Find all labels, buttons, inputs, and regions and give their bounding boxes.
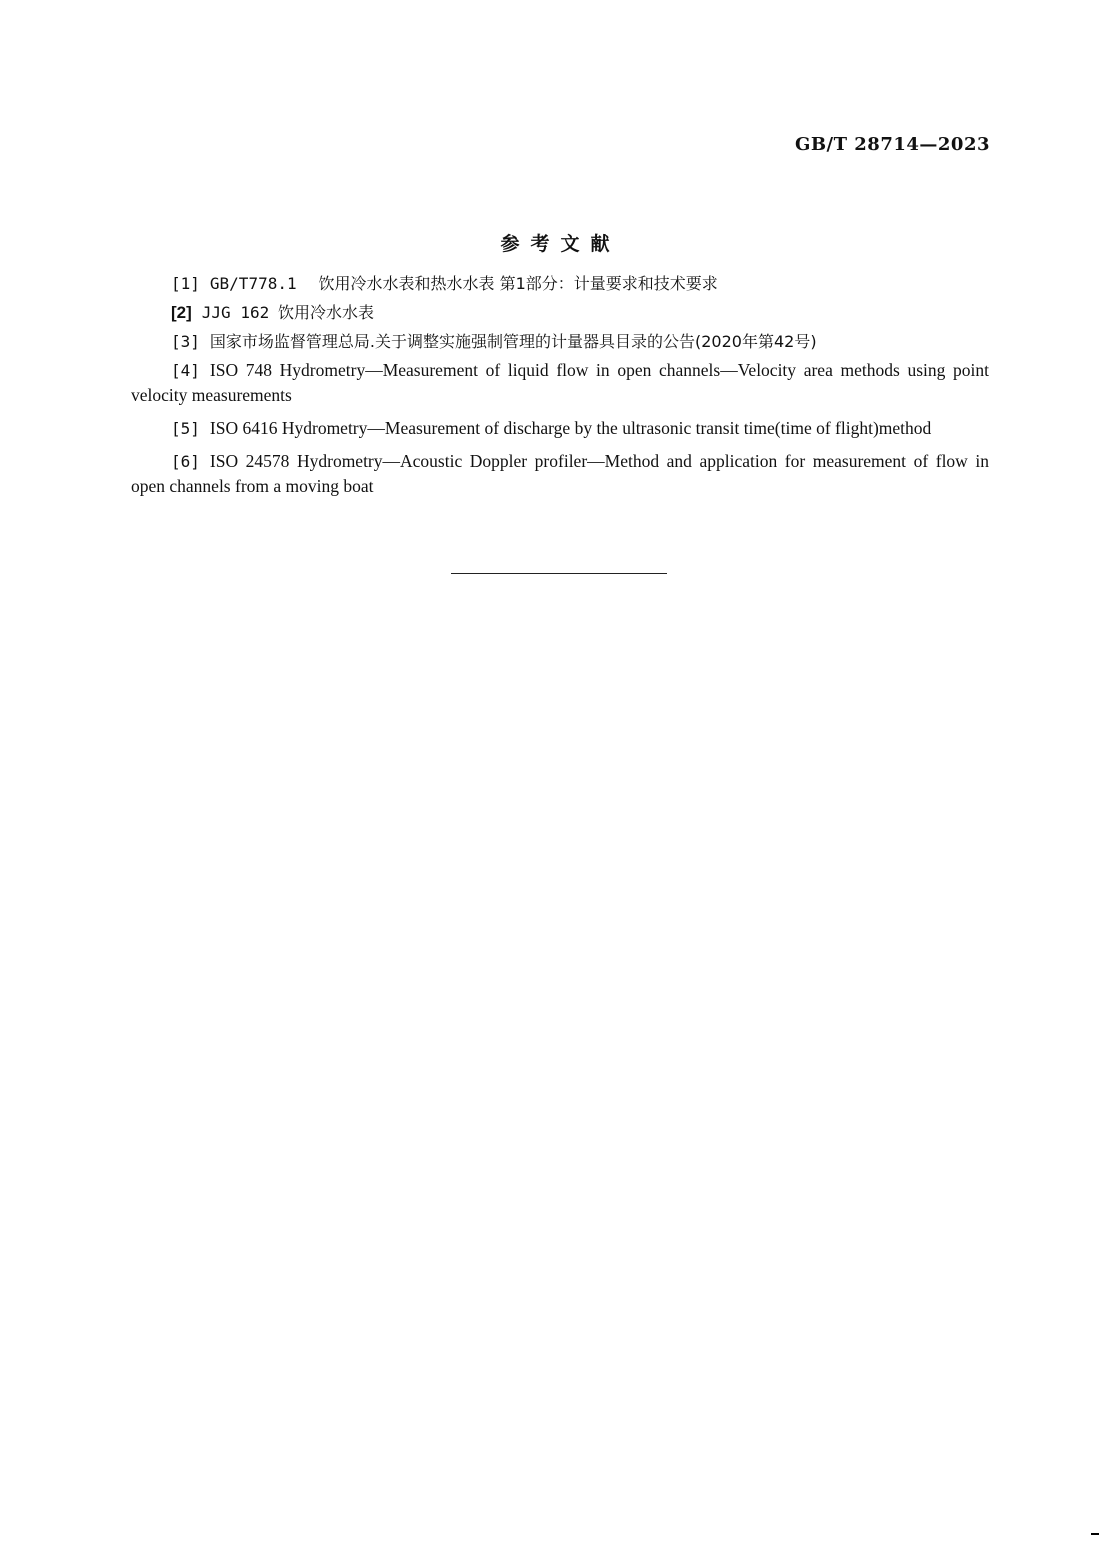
- reference-number: [3]: [171, 332, 200, 351]
- reference-text: ISO 6416 Hydrometry—Measurement of discharge by the ultrasonic transit time(time of flight)method: [209, 418, 932, 438]
- reference-item-2: [131, 300, 989, 325]
- standard-number-header: GB/T 28714—2023: [794, 134, 990, 155]
- reference-text: 饮用冷水水表和热水水表 第1部分：计量要求和技术要求: [318, 274, 718, 293]
- reference-number: [6]: [171, 452, 200, 471]
- reference-text: 饮用冷水水表: [277, 303, 374, 322]
- reference-list: [131, 271, 989, 507]
- reference-item-1: [131, 271, 989, 296]
- reference-item-6: [131, 449, 989, 499]
- bibliography-title: 参考文献: [500, 233, 621, 255]
- end-of-document-rule: [451, 573, 667, 574]
- reference-text: ISO 748 Hydrometry—Measurement of liquid flow in open channels—Velocity area methods using point velocity measurements: [131, 360, 989, 405]
- reference-number: [4]: [171, 361, 200, 380]
- reference-item-4: [131, 358, 989, 408]
- reference-number: [1]: [171, 274, 200, 293]
- reference-number: [5]: [171, 419, 200, 438]
- reference-text: 国家市场监督管理总局.关于调整实施强制管理的计量器具目录的公告(2020年第42号): [209, 332, 817, 351]
- reference-item-5: [131, 416, 989, 441]
- reference-item-3: [131, 329, 989, 354]
- reference-code: GB/T778.1: [209, 274, 297, 293]
- reference-code: JJG 162: [201, 303, 270, 322]
- reference-text: ISO 24578 Hydrometry—Acoustic Doppler profiler—Method and application for measurement of flow in open channels from a moving boat: [131, 451, 989, 496]
- page-corner-mark: [1091, 1533, 1099, 1535]
- reference-number: [2]: [171, 303, 192, 322]
